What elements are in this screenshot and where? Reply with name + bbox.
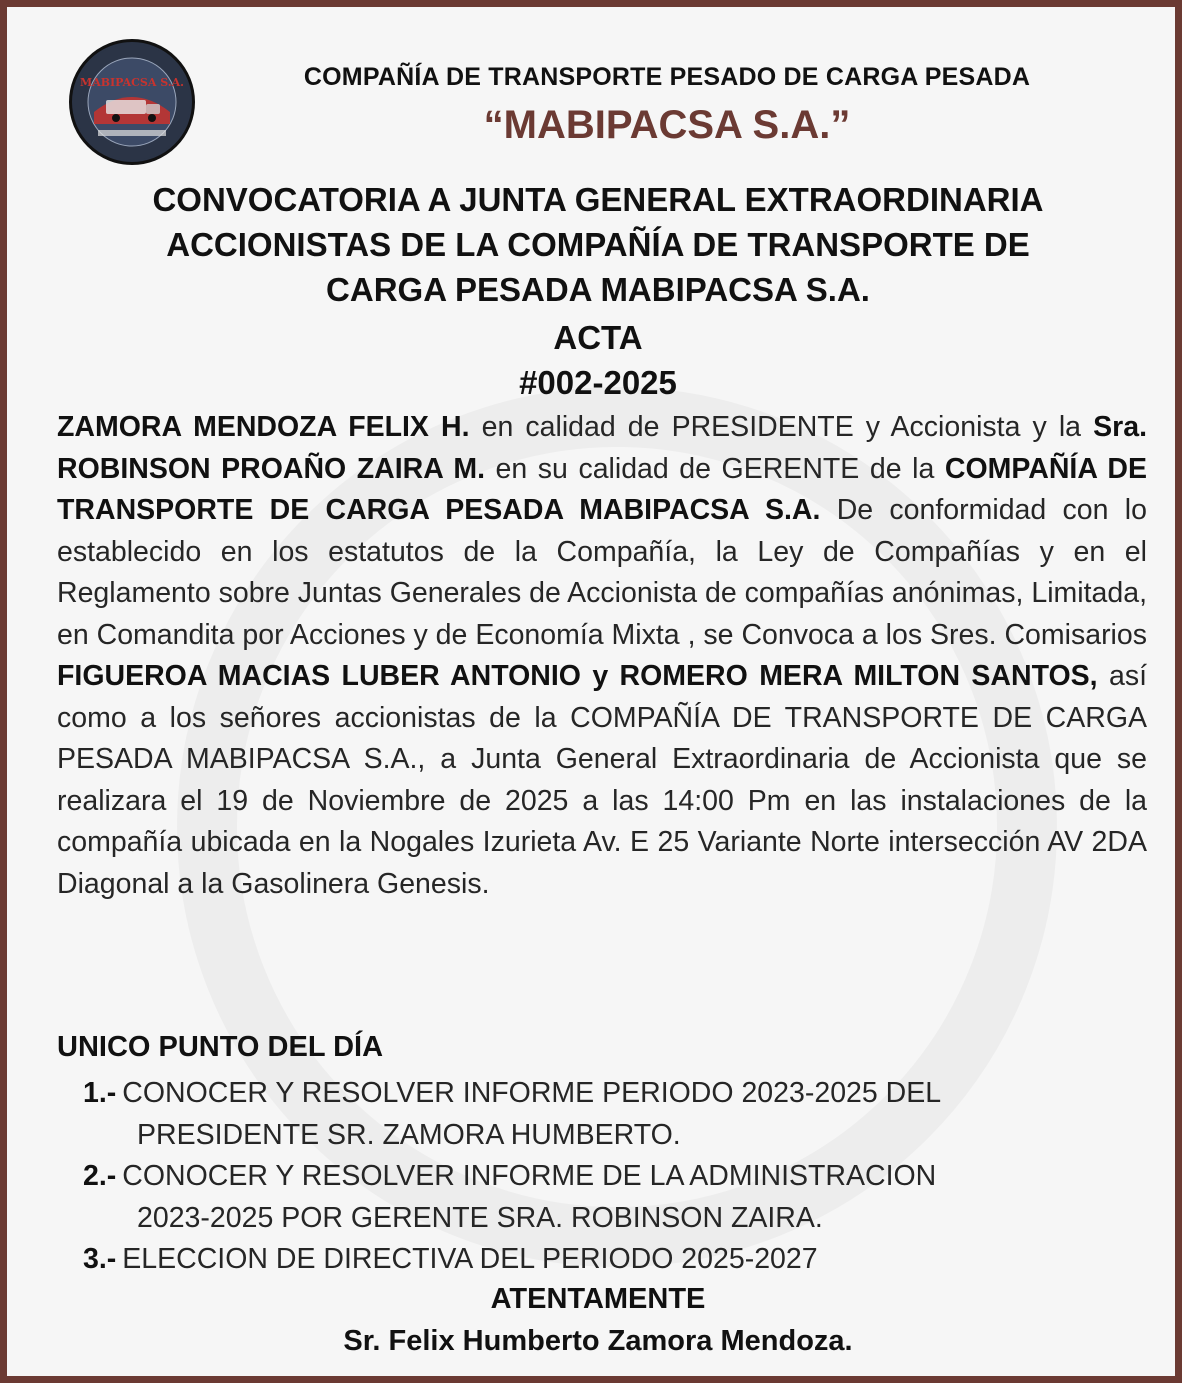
agenda-item-text: ELECCION DE DIRECTIVA DEL PERIODO 2025-2027 <box>122 1243 818 1275</box>
title-line-1: CONVOCATORIA A JUNTA GENERAL EXTRAORDINARIA <box>152 181 1044 218</box>
agenda-item-continuation: 2023-2025 POR GERENTE SRA. ROBINSON ZAIRA. <box>137 1201 823 1234</box>
title-line-2: ACCIONISTAS DE LA COMPAÑÍA DE TRANSPORTE DE <box>166 226 1030 263</box>
company-name: COMPAÑÍA DE TRANSPORTE DE CARGA PESADA MABIPACSA S.A. <box>57 452 1147 526</box>
notice-title <box>47 177 1149 312</box>
agenda-title: UNICO PUNTO DEL DÍA <box>57 1031 384 1063</box>
agenda-item-text: CONOCER Y RESOLVER INFORME DE LA ADMINISTRACION <box>122 1160 937 1192</box>
signer-name: Sr. Felix Humberto Zamora Mendoza. <box>343 1325 853 1357</box>
agenda-item <box>83 1156 1143 1198</box>
closing-regards: ATENTAMENTE <box>490 1283 706 1315</box>
acta-label: ACTA <box>553 319 643 356</box>
agenda-list <box>83 1073 1143 1281</box>
agenda-item-text: CONOCER Y RESOLVER INFORME PERIODO 2023-2025 DEL <box>122 1077 942 1109</box>
commissioners-names: FIGUEROA MACIAS LUBER ANTONIO y ROMERO MERA MILTON SANTOS, <box>57 660 1098 692</box>
manager-name: Sra. ROBINSON PROAÑO ZAIRA M. <box>57 411 1147 485</box>
agenda-item <box>83 1239 1143 1281</box>
agenda-item-continuation: PRESIDENTE SR. ZAMORA HUMBERTO. <box>137 1118 681 1151</box>
agenda-item <box>83 1073 1143 1115</box>
header-brand: “MABIPACSA S.A.” <box>483 103 851 147</box>
body-text-4: así como a los señores accionistas de la COMPAÑÍA DE TRANSPORTE DE CARGA PESADA MABIPACSA S.A., a Junta General Extraordinaria de Accionista que se realizara el 19 de Noviembre de 2025 a las 14:00 Pm en las instalaciones de la compañía ubicada en la Nogales Izurieta Av. E 25 Variante Norte intersección AV 2DA Diagonal a la Gasolinera Genesis. <box>57 660 1147 900</box>
header-company: COMPAÑÍA DE TRANSPORTE PESADO DE CARGA PESADA <box>303 63 1031 91</box>
acta-number: #002-2025 <box>519 364 677 401</box>
agenda-item-number: 1.- <box>83 1077 117 1109</box>
company-logo <box>69 39 195 165</box>
body-text-3: De conformidad con lo establecido en los estatutos de la Compañía, la Ley de Compañías y en el Reglamento sobre Juntas Generales de Accionista de compañías anónimas, Limitada, en Comandita por Acciones y de Economía Mixta , se Convoca a los Sres. Comisarios <box>57 494 1147 651</box>
title-line-3: CARGA PESADA MABIPACSA S.A. <box>326 271 870 308</box>
agenda-item-number: 3.- <box>83 1243 117 1275</box>
notice-body <box>57 407 1147 905</box>
logo-text: MABIPACSA S.A. <box>80 76 184 89</box>
body-text-1: en calidad de PRESIDENTE y Accionista y la <box>469 411 1094 443</box>
president-name: ZAMORA MENDOZA FELIX H. <box>57 411 470 443</box>
body-text-2: en su calidad de GERENTE de la <box>485 452 945 485</box>
agenda-item-number: 2.- <box>83 1160 117 1192</box>
